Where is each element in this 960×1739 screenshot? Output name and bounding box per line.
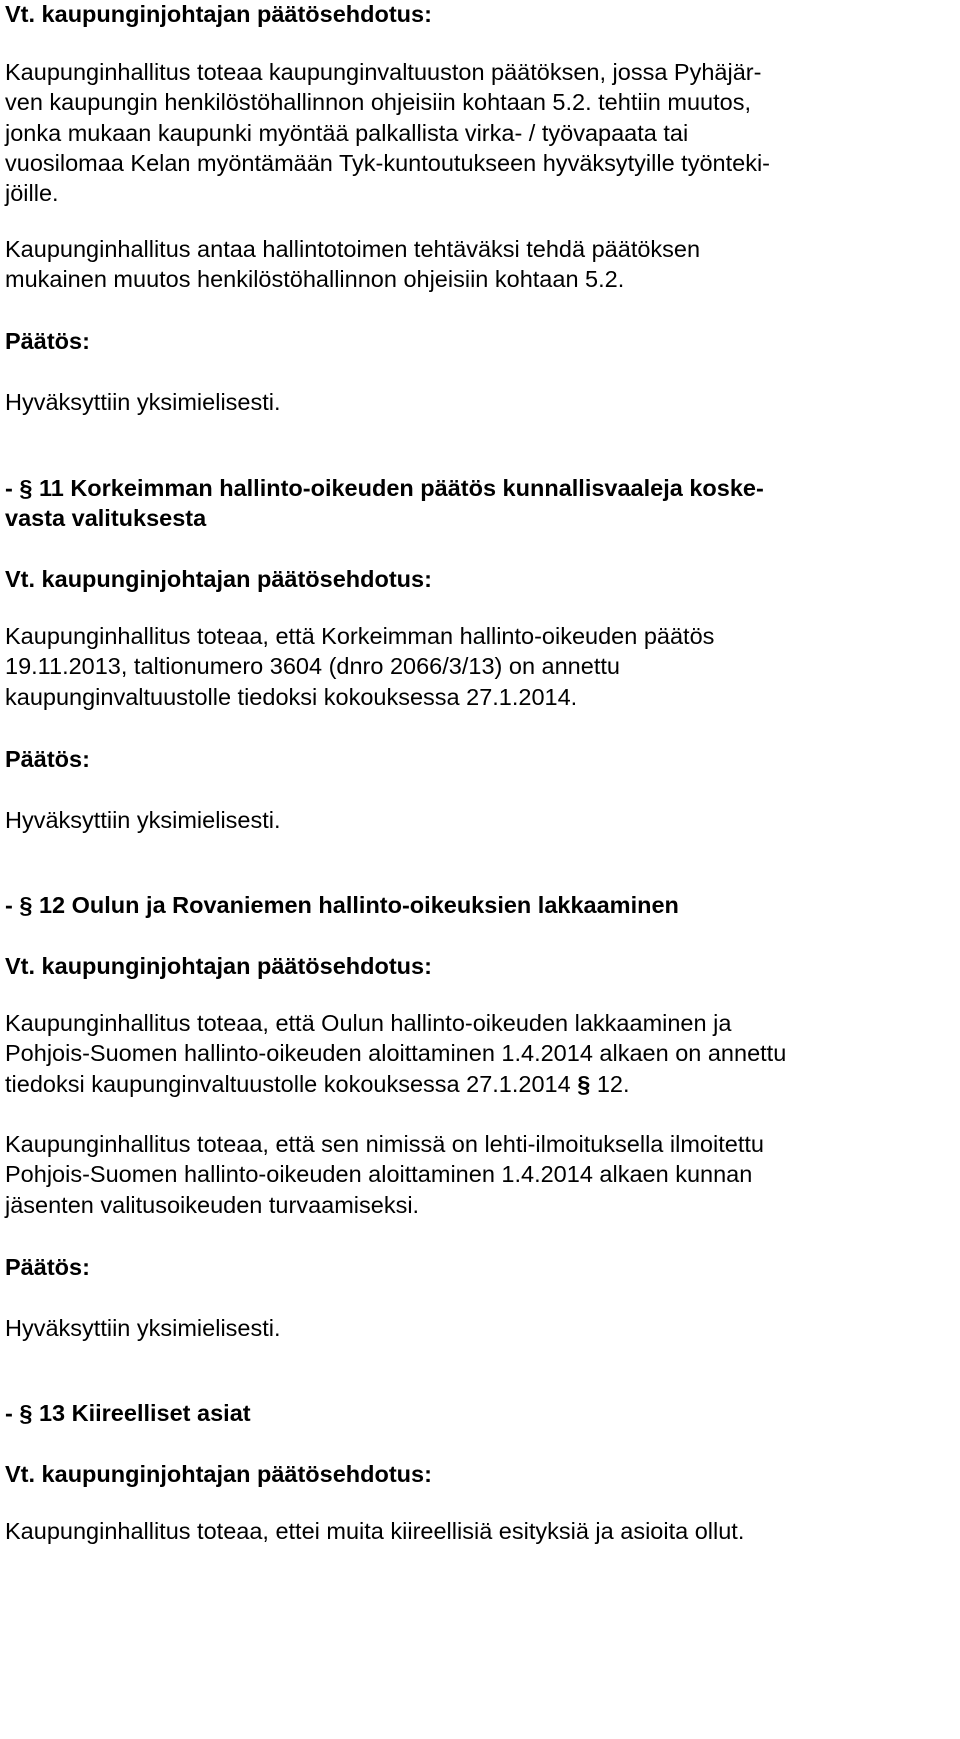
section-title-text: 12 Oulun ja Rovaniemen hallinto-oikeuksien lakkaaminen [38,892,679,918]
section-symbol: § [19,1400,33,1426]
paragraph-line: kaupunginvaltuustolle tiedoksi kokouksessa 27.1.2014. [5,684,578,710]
section-title-continued: vasta valituksesta [5,505,207,531]
paragraph-line: Pohjois-Suomen hallinto-oikeuden aloittaminen 1.4.2014 alkaen on annettu [5,1040,787,1066]
paragraph-line: jöille. [5,180,59,206]
paragraph-line [5,1069,630,1099]
decision-label: Päätös: [5,328,90,354]
section-title-text: 13 Kiireelliset asiat [38,1400,251,1426]
section-marker: - [5,1400,13,1426]
section-title [5,473,764,503]
section-title [5,1398,251,1428]
decision-text: Hyväksyttiin yksimielisesti. [5,389,281,415]
proposal-heading: Vt. kaupunginjohtajan päätösehdotus: [5,566,432,592]
decision-text: Hyväksyttiin yksimielisesti. [5,807,281,833]
section-symbol: § [577,1071,591,1097]
section-marker: - [5,475,13,501]
decision-label: Päätös: [5,746,90,772]
paragraph-line: Kaupunginhallitus toteaa, ettei muita kiireellisiä esityksiä ja asioita ollut. [5,1518,745,1544]
section-reference: 12. [596,1071,630,1097]
paragraph-line: mukainen muutos henkilöstöhallinnon ohjeisiin kohtaan 5.2. [5,266,625,292]
paragraph-line: jonka mukaan kaupunki myöntää palkallista virka- / työvapaata tai [5,120,689,146]
section-symbol: § [19,475,33,501]
paragraph-line: Kaupunginhallitus toteaa, että sen nimissä on lehti-ilmoituksella ilmoitettu [5,1131,764,1157]
decision-label: Päätös: [5,1254,90,1280]
proposal-heading: Vt. kaupunginjohtajan päätösehdotus: [5,1,432,27]
paragraph-line: Kaupunginhallitus antaa hallintotoimen tehtäväksi tehdä päätöksen [5,236,701,262]
paragraph-line: ven kaupungin henkilöstöhallinnon ohjeisiin kohtaan 5.2. tehtiin muutos, [5,89,751,115]
paragraph-line: Kaupunginhallitus toteaa kaupunginvaltuuston päätöksen, jossa Pyhäjär- [5,59,762,85]
section-title [5,890,679,920]
paragraph-line: jäsenten valitusoikeuden turvaamiseksi. [5,1192,420,1218]
paragraph-line: vuosilomaa Kelan myöntämään Tyk-kuntoutukseen hyväksytyille työnteki- [5,150,771,176]
paragraph-line: 19.11.2013, taltionumero 3604 (dnro 2066/3/13) on annettu [5,653,620,679]
section-title-text: 11 Korkeimman hallinto-oikeuden päätös kunnallisvaaleja koske- [38,475,764,501]
paragraph-text: tiedoksi kaupunginvaltuustolle kokouksessa 27.1.2014 [5,1071,571,1097]
paragraph-line: Kaupunginhallitus toteaa, että Oulun hallinto-oikeuden lakkaaminen ja [5,1010,732,1036]
paragraph-line: Kaupunginhallitus toteaa, että Korkeimman hallinto-oikeuden päätös [5,623,715,649]
section-marker: - [5,892,13,918]
paragraph-line: Pohjois-Suomen hallinto-oikeuden aloittaminen 1.4.2014 alkaen kunnan [5,1161,753,1187]
proposal-heading: Vt. kaupunginjohtajan päätösehdotus: [5,1461,432,1487]
section-symbol: § [19,892,33,918]
proposal-heading: Vt. kaupunginjohtajan päätösehdotus: [5,953,432,979]
decision-text: Hyväksyttiin yksimielisesti. [5,1315,281,1341]
